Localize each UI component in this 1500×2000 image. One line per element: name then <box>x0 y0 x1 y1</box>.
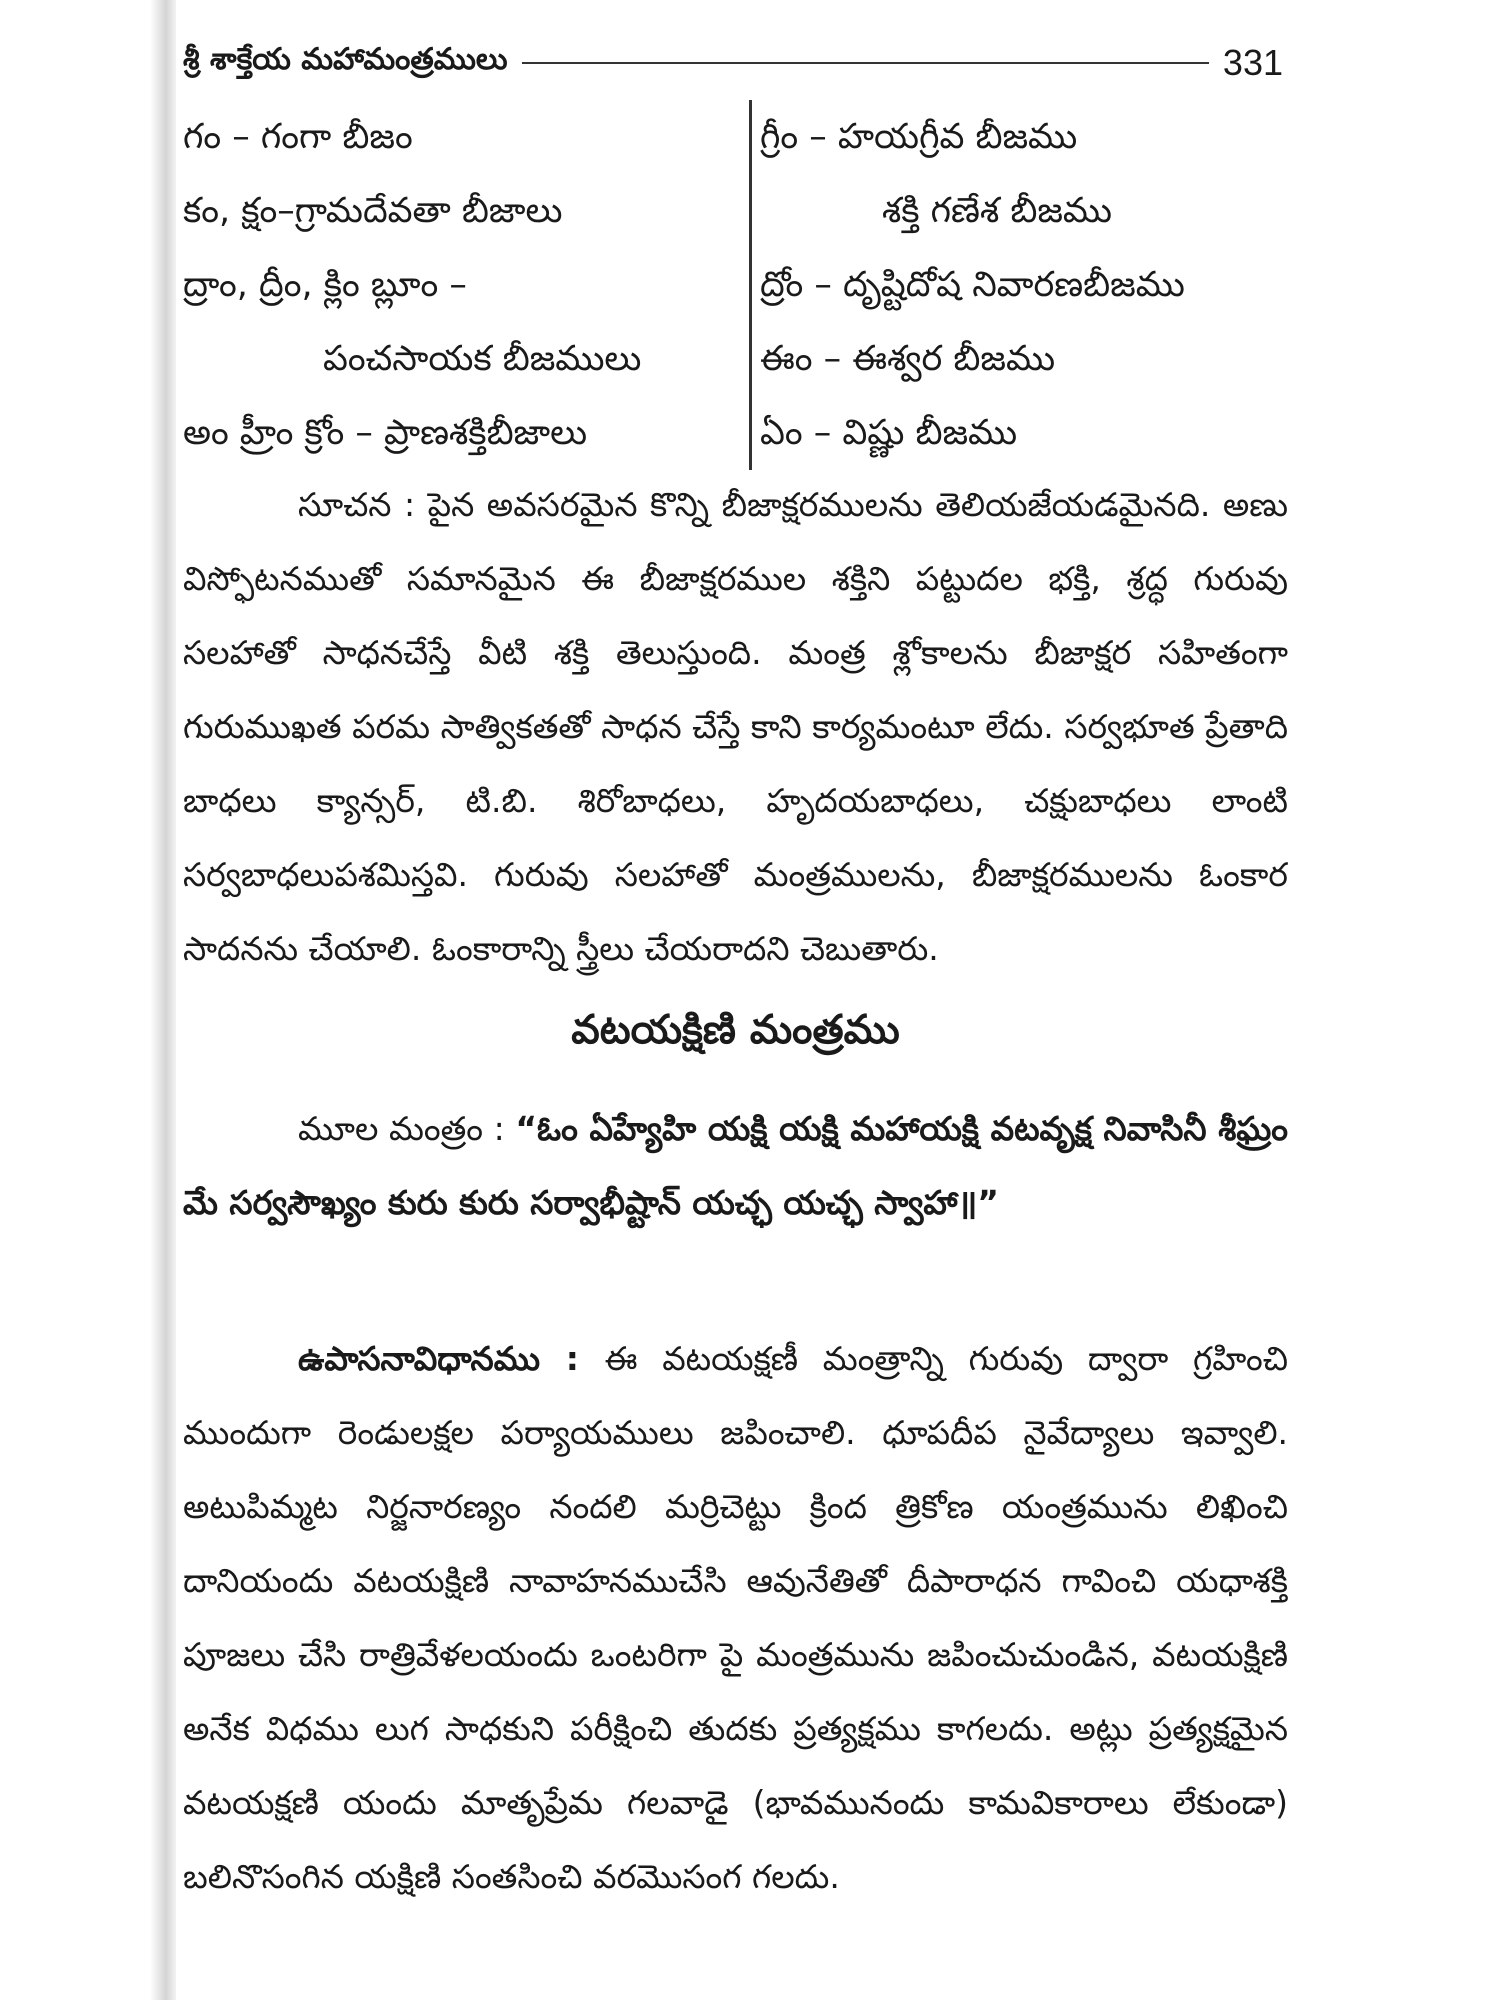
upasana-paragraph <box>183 1322 1288 1914</box>
upasana-label: ఉపాసనావిధానము : <box>298 1339 605 1378</box>
header-rule <box>522 62 1209 64</box>
bija-entry: ఈం – ఈశ్వర బీజము <box>760 339 1056 379</box>
bija-entry: పంచసాయక బీజములు <box>323 339 642 379</box>
bija-entry: గ్రీం – హయగ్రీవ బీజము <box>760 117 1078 157</box>
bija-entry: ద్రాం, ద్రీం, క్లిం బ్లూం – <box>183 265 467 305</box>
bija-entry: అం హ్రీం క్రోం – ప్రాణశక్తిబీజాలు <box>183 413 588 453</box>
header-title: శ్రీ శాక్తేయ మహామంత్రములు <box>183 42 508 77</box>
section-heading: వటయక్షిణి మంత్రము <box>571 1007 900 1053</box>
book-spine-shadow <box>0 0 176 2000</box>
bija-entry: శక్తి గణేశ బీజము <box>882 191 1113 231</box>
running-header <box>183 38 1283 88</box>
upasana-text: ఈ వటయక్షణీ మంత్రాన్ని గురువు ద్వారా గ్రహించి ముందుగా రెండులక్షల పర్యాయములు జపించాలి. ధూపదీప నైవేద్యాలు ఇవ్వాలి. అటుపిమ్మట నిర్జనారణ్యం నందలి మర్రిచెట్టు క్రింద త్రికోణ యంత్రమును లిఖించి దానియందు వటయక్షిణి నావాహనముచేసి ఆవునేతితో దీపారాధన గావించి యధాశక్తి పూజలు చేసి రాత్రివేళలయందు ఒంటరిగా పై మంత్రమును జపించుచుండిన, వటయక్షిణి అనేక విధము లుగ సాధకుని పరీక్షించి తుదకు ప్రత్యక్షము కాగలదు. అట్లు ప్రత్యక్షమైన వటయక్షణి యందు మాతృప్రేమ గలవాడై (భావమునందు కామవికారాలు లేకుండా) బలినొసంగిన యక్షిణి సంతసించి వరమొసంగ గలదు. <box>183 1339 1288 1896</box>
mula-mantra-paragraph <box>183 1092 1288 1240</box>
mula-mantra-text: “ఓం ఏహ్యేహి యక్షి యక్షి మహాయక్షి వటవృక్ష నివాసినీ శీఘ్రం మే సర్వసౌఖ్యం కురు కురు సర్వాభీష్టాన్ యచ్ఛ యచ్ఛ స్వాహా॥” <box>183 1109 1288 1222</box>
page-number: 331 <box>1222 42 1283 83</box>
bija-entry: కం, క్షం–గ్రామదేవతా బీజాలు <box>183 191 563 231</box>
bija-column-right <box>749 100 1314 470</box>
bija-entry: గం – గంగా బీజం <box>183 117 413 157</box>
note-paragraph: సూచన : పైన అవసరమైన కొన్ని బీజాక్షరములను తెలియజేయడమైనది. అణు విస్ఫోటనముతో సమానమైన ఈ బీజాక్షరముల శక్తిని పట్టుదల భక్తి, శ్రద్ధ గురువు సలహాతో సాధనచేస్తే వీటి శక్తి తెలుస్తుంది. మంత్ర శ్లోకాలను బీజాక్షర సహితంగా గురుముఖత పరమ సాత్వికతతో సాధన చేస్తే కాని కార్యమంటూ లేదు. సర్వభూత ప్రేతాది బాధలు క్యాన్సర్, టి.బి. శిరోబాధలు, హృదయబాధలు, చక్షుబాధలు లాంటి సర్వబాధలుపశమిస్తవి. గురువు సలహాతో మంత్రములను, బీజాక్షరములను ఓంకార సాదనను చేయాలి. ఓంకారాన్ని స్త్రీలు చేయరాదని చెబుతారు. <box>183 485 1288 968</box>
bija-column-left <box>183 100 743 470</box>
bija-list <box>183 100 1303 470</box>
bija-entry: ద్రోం – దృష్టిదోష నివారణబీజము <box>760 265 1185 305</box>
mula-mantra-label: మూల మంత్రం : <box>298 1109 516 1148</box>
bija-entry: ఏం – విష్ణు బీజము <box>760 413 1018 453</box>
book-page <box>183 0 1303 2000</box>
